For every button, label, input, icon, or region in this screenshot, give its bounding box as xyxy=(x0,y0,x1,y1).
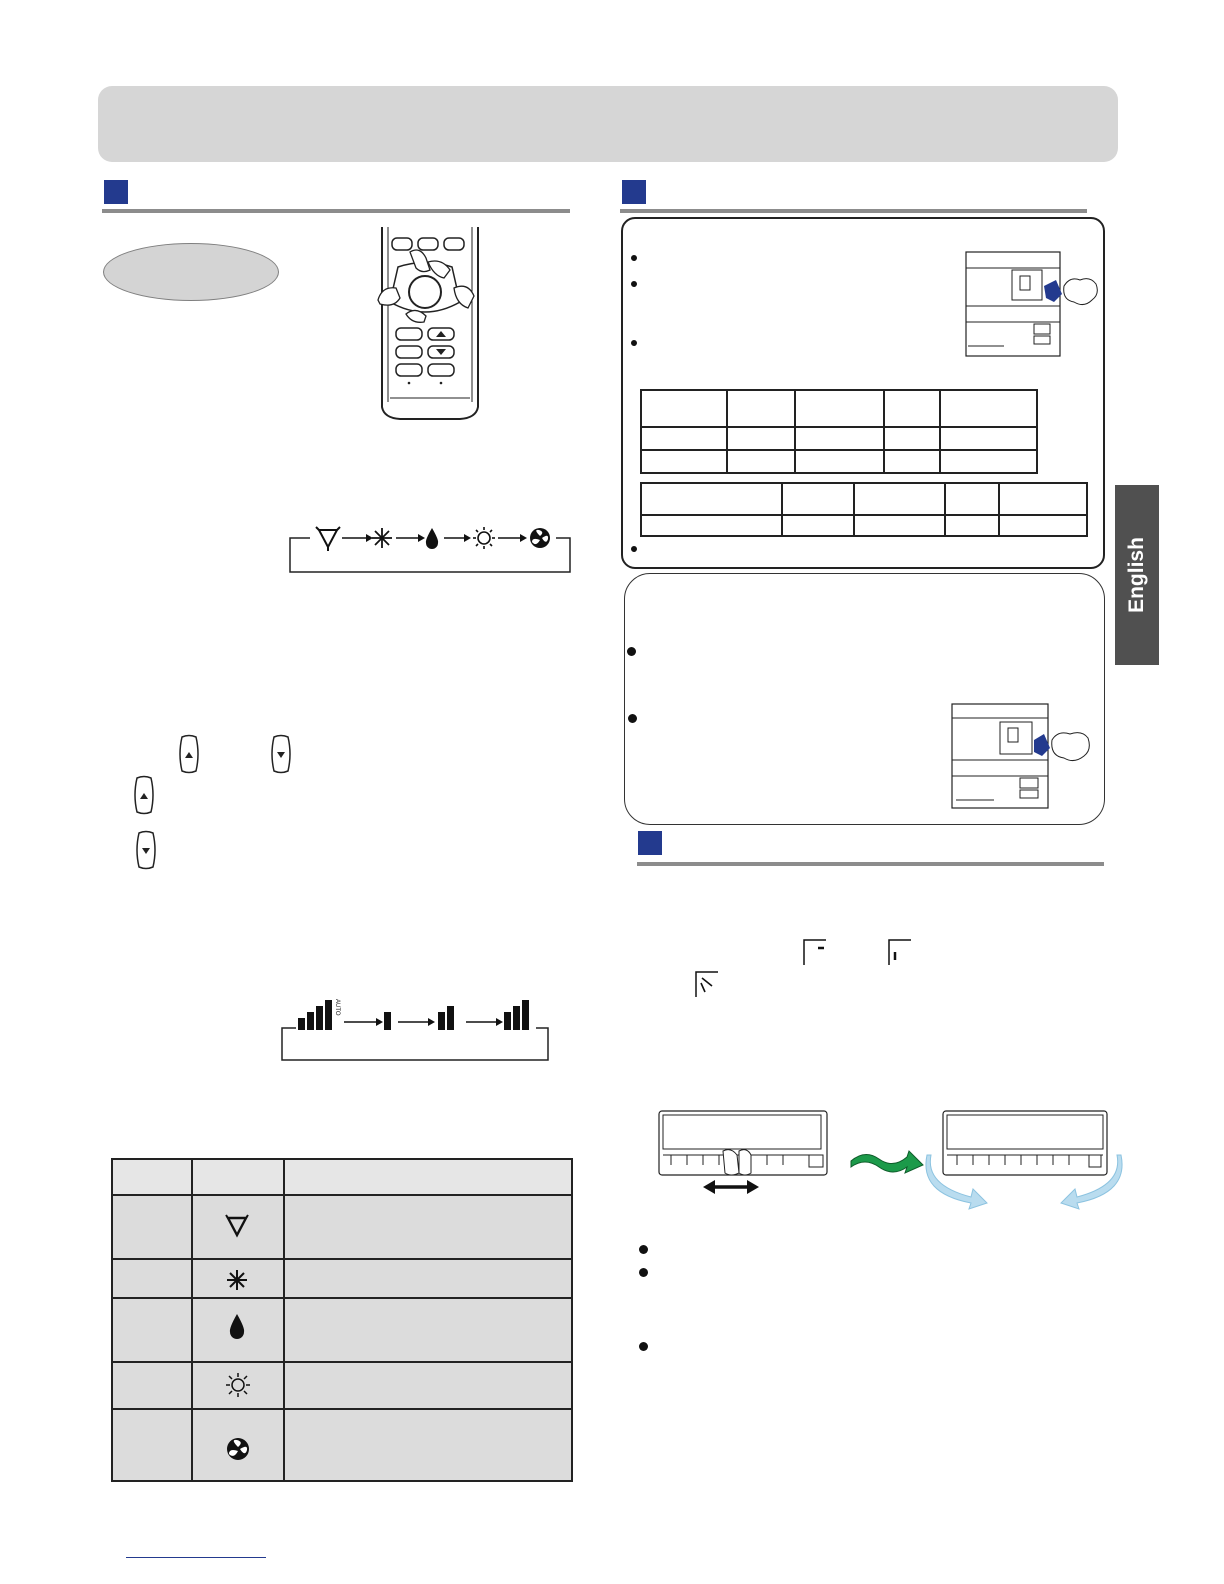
language-tab-label: English xyxy=(1125,537,1148,613)
section-marker xyxy=(622,180,646,204)
fan-speed-high-icon xyxy=(504,1000,529,1030)
auto-mode-icon xyxy=(316,527,340,551)
fan-mode-icon xyxy=(530,528,550,548)
bullet xyxy=(639,1342,648,1351)
fan-speed-auto-label: AUTO xyxy=(334,999,340,1016)
temp-up-button-icon xyxy=(176,734,202,774)
fan-mode-icon xyxy=(225,1436,251,1462)
mode-cycle-diagram xyxy=(288,522,574,576)
temp-up-button-icon xyxy=(131,775,157,815)
table-row xyxy=(113,1361,571,1363)
bullet xyxy=(631,340,637,346)
bullet xyxy=(627,647,636,656)
bullet xyxy=(631,546,637,552)
language-tab[interactable] xyxy=(1115,485,1159,665)
footer-link-underline xyxy=(126,1557,266,1558)
bullet xyxy=(639,1245,648,1254)
green-arrow-icon xyxy=(851,1151,923,1173)
louver-horizontal-icon xyxy=(802,938,828,966)
table-row xyxy=(113,1194,571,1196)
louver-swing-icon xyxy=(694,970,720,998)
table-row xyxy=(113,1258,571,1260)
double-arrow-icon xyxy=(703,1180,759,1194)
bullet xyxy=(631,255,637,261)
dry-mode-icon xyxy=(426,528,438,549)
temp-down-button-icon xyxy=(268,734,294,774)
title-banner xyxy=(98,86,1118,162)
cool-mode-icon xyxy=(225,1268,249,1292)
indoor-unit-panel-illustration xyxy=(950,700,1098,812)
table-row xyxy=(113,1408,571,1410)
bullet xyxy=(631,281,637,287)
section-divider xyxy=(637,862,1104,866)
louver-adjustment-illustration xyxy=(657,1105,1125,1211)
temp-down-button-icon xyxy=(133,830,159,870)
fan-speed-medium-icon xyxy=(438,1006,454,1030)
heat-mode-icon xyxy=(225,1372,251,1398)
fan-speed-auto-icon xyxy=(298,1000,332,1030)
table-row xyxy=(113,1297,571,1299)
fan-speed-low-icon xyxy=(384,1012,391,1030)
mode-table xyxy=(111,1158,573,1482)
dry-mode-icon xyxy=(227,1312,247,1340)
spec-table xyxy=(640,389,1038,474)
bullet xyxy=(639,1268,648,1277)
table-header xyxy=(113,1160,571,1194)
cool-mode-icon xyxy=(372,528,392,548)
fan-speed-cycle-diagram xyxy=(280,996,552,1062)
louver-vertical-icon xyxy=(887,938,913,966)
remote-control-illustration xyxy=(370,222,490,422)
section-marker xyxy=(638,831,662,855)
indoor-unit-panel-illustration xyxy=(964,248,1098,360)
bullet xyxy=(628,714,637,723)
heat-mode-icon xyxy=(473,527,495,549)
section-marker xyxy=(104,180,128,204)
section-divider xyxy=(620,209,1087,213)
auto-mode-icon xyxy=(225,1214,249,1238)
mode-badge xyxy=(103,243,279,301)
spec-table xyxy=(640,482,1088,537)
section-divider xyxy=(102,209,570,213)
